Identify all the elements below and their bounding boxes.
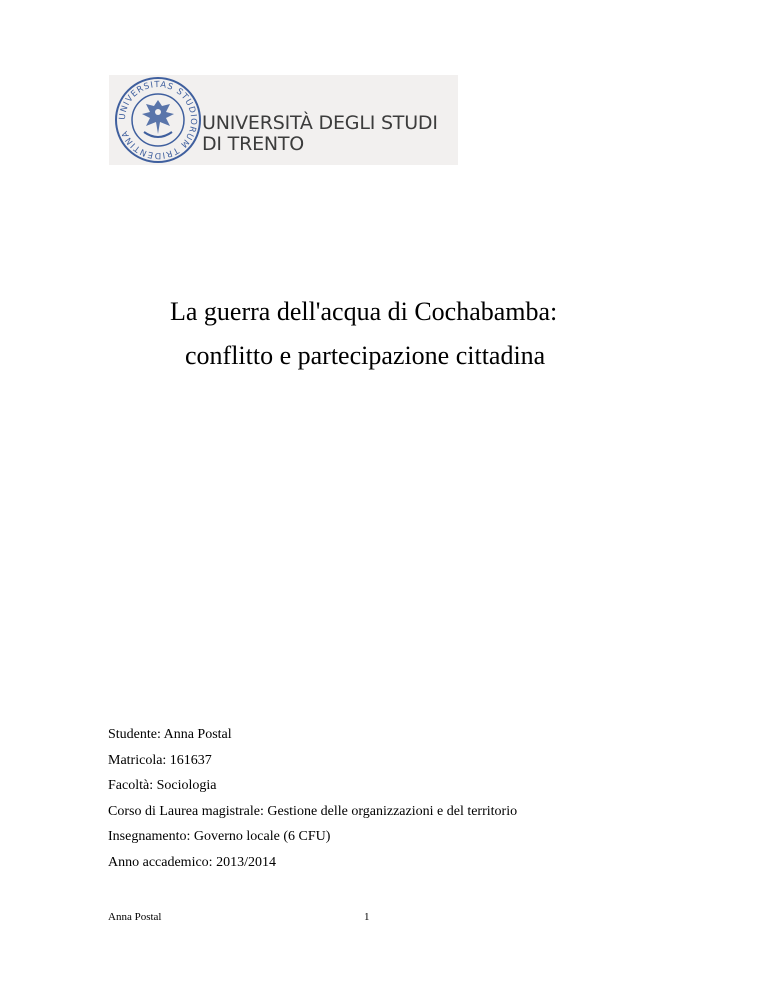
info-academic-year: Anno accademico: 2013/2014: [108, 854, 276, 870]
info-faculty: Facoltà: Sociologia: [108, 778, 217, 793]
student-info: [108, 722, 517, 875]
footer-author: Anna Postal: [108, 911, 162, 923]
university-name: [202, 113, 438, 155]
info-degree-course: Corso di Laurea magistrale: Gestione delle organizzazioni e del territorio: [108, 803, 518, 819]
university-seal-icon: [114, 76, 202, 164]
seal-text: UNIVERSITAS STUDIORUM TRIDENTINA: [117, 79, 199, 161]
university-name-line2: DI TRENTO: [202, 133, 305, 155]
info-student: Studente: Anna Postal: [108, 727, 232, 742]
title-line2: conflitto e partecipazione cittadina: [185, 341, 546, 370]
university-name-line1: UNIVERSITÀ DEGLI STUDI: [202, 112, 438, 134]
university-logo: [109, 75, 458, 165]
info-course: Insegnamento: Governo locale (6 CFU): [108, 829, 331, 844]
page-number: 1: [364, 911, 370, 923]
title-line1: La guerra dell'acqua di Cochabamba:: [170, 297, 558, 326]
info-matricola: Matricola: 161637: [108, 752, 212, 768]
